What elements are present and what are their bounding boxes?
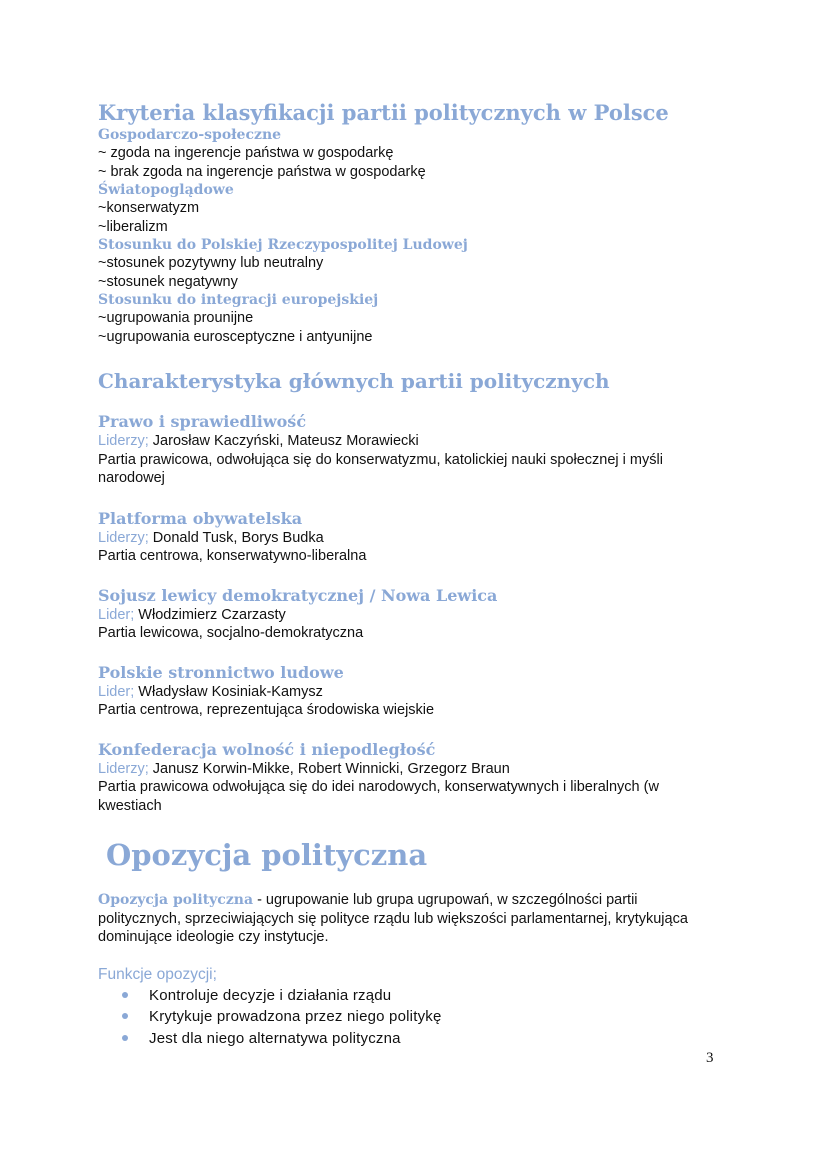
function-text: Kontroluje decyzje i działania rządu	[149, 986, 392, 1004]
party-leaders: Jarosław Kaczyński, Mateusz Morawiecki	[148, 433, 419, 449]
page-number: 3	[706, 1050, 714, 1066]
party-block	[98, 740, 738, 816]
criteria-item: ~ugrupowania prounijne	[98, 310, 254, 326]
party-description: Partia centrowa, reprezentująca środowiska wiejskie	[98, 702, 435, 718]
party-description: Partia prawicowa, odwołująca się do konserwatyzmu, katolickiej nauki społecznej i myśli	[98, 451, 663, 468]
party-name: Konfederacja wolność i niepodległość	[98, 739, 436, 759]
party-leaders: Władysław Kosiniak-Kamysz	[134, 683, 323, 700]
party-leaders: Janusz Korwin-Mikke, Robert Winnicki, Grzegorz Braun	[148, 760, 510, 777]
criteria-heading: Gospodarczo-społeczne	[98, 127, 282, 143]
party-description: kwestiach	[98, 797, 162, 814]
criteria-item: ~konserwatyzm	[98, 200, 200, 216]
leader-label: Liderzy;	[98, 760, 149, 777]
party-block	[98, 586, 738, 643]
functions-list	[98, 985, 738, 1050]
party-block	[98, 663, 738, 720]
function-text: Jest dla niego alternatywa polityczna	[149, 1029, 401, 1047]
party-name: Sojusz lewicy demokratycznej / Nowa Lewica	[98, 585, 498, 605]
party-leaders: Włodzimierz Czarzasty	[134, 606, 286, 623]
criteria-item: ~liberalizm	[98, 218, 168, 235]
party-description: Partia lewicowa, socjalno-demokratyczna	[98, 625, 364, 641]
criteria-heading: Światopoglądowe	[98, 182, 234, 198]
bullet-icon	[122, 992, 128, 998]
function-text: Krytykuje prowadzona przez niego politykę	[149, 1008, 442, 1025]
party-leaders: Donald Tusk, Borys Budka	[148, 529, 324, 546]
list-item	[98, 1006, 738, 1028]
criteria-item: ~stosunek pozytywny lub neutralny	[98, 255, 324, 271]
party-block	[98, 509, 738, 566]
bullet-icon	[122, 1035, 128, 1041]
criteria-item: ~ brak zgoda na ingerencje państwa w gospodarkę	[98, 163, 426, 180]
section-title-charakterystyka: Charakterystyka głównych partii politycznych	[98, 369, 610, 393]
definition-text: - ugrupowanie lub grupa ugrupowań, w szczególności partii	[253, 892, 638, 908]
criteria-heading: Stosunku do integracji europejskiej	[98, 292, 379, 308]
leader-label: Liderzy;	[98, 433, 149, 449]
leader-label: Lider;	[98, 683, 135, 700]
definition-block	[98, 891, 738, 947]
criteria-heading: Stosunku do Polskiej Rzeczypospolitej Ludowej	[98, 237, 468, 253]
definition-text: dominujące ideologie czy instytucje.	[98, 929, 329, 945]
leader-label: Lider;	[98, 606, 135, 623]
criteria-item: ~stosunek negatywny	[98, 273, 238, 290]
bullet-icon	[122, 1013, 128, 1019]
party-block	[98, 412, 738, 488]
section-title-kryteria: Kryteria klasyfikacji partii politycznych w Polsce	[98, 100, 669, 125]
criteria-item: ~ zgoda na ingerencje państwa w gospodarkę	[98, 145, 394, 161]
party-description: Partia centrowa, konserwatywno-liberalna	[98, 548, 367, 564]
party-name: Polskie stronnictwo ludowe	[98, 662, 344, 682]
party-description: Partia prawicowa odwołująca się do idei narodowych, konserwatywnych i liberalnych (w	[98, 779, 659, 795]
functions-label: Funkcje opozycji;	[98, 965, 217, 983]
section-title-opozycja: Opozycja polityczna	[106, 838, 428, 872]
party-name: Prawo i sprawiedliwość	[98, 412, 307, 431]
list-item	[98, 1028, 738, 1050]
document-page	[98, 100, 738, 1049]
leader-label: Liderzy;	[98, 529, 149, 546]
criteria-item: ~ugrupowania eurosceptyczne i antyunijne	[98, 328, 373, 345]
list-item	[98, 985, 738, 1007]
definition-term: Opozycja polityczna	[98, 892, 254, 908]
party-name: Platforma obywatelska	[98, 508, 303, 528]
party-description: narodowej	[98, 470, 165, 486]
definition-text: politycznych, sprzeciwiających się polityce rządu lub większości parlamentarnej, krytykująca	[98, 910, 688, 927]
